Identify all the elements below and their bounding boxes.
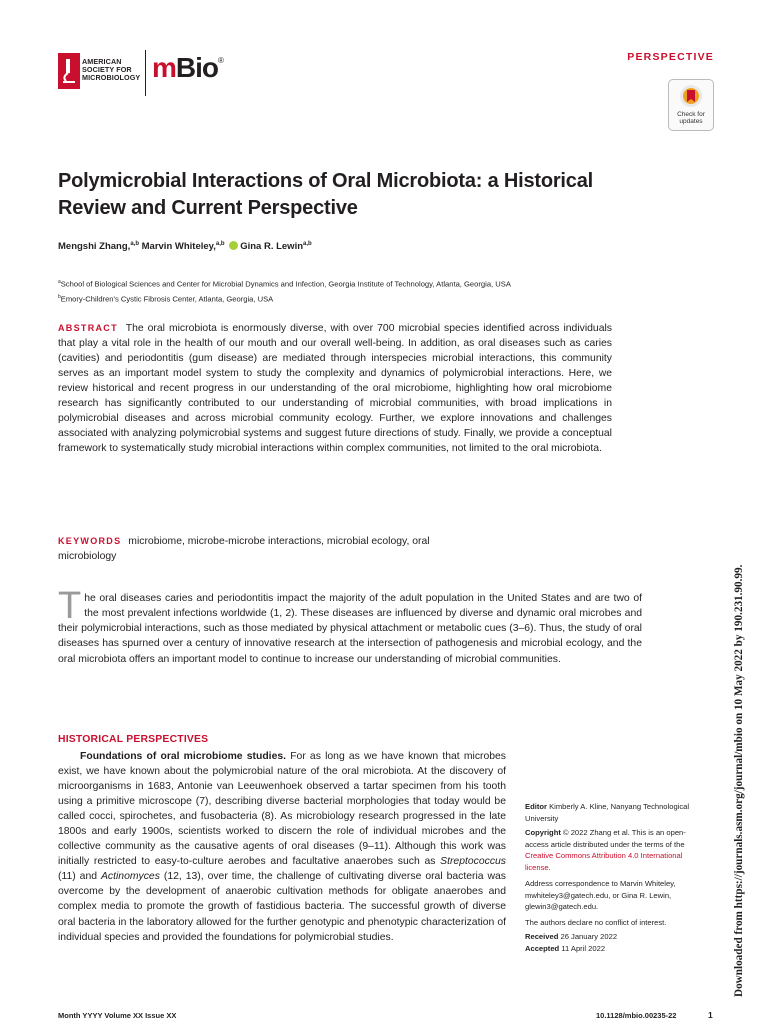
paragraph-lead: Foundations of oral microbiome studies. [80,751,287,762]
microscope-icon [58,53,80,89]
abstract [58,321,612,456]
doi-link[interactable]: 10.1128/mbio.00235-22 [596,1011,677,1020]
license-link[interactable]: Creative Commons Attribution 4.0 International license [525,851,683,872]
introduction-paragraph [58,585,642,667]
accepted-date: Accepted 11 April 2022 [525,944,606,953]
genus-name: Actinomyces [100,871,160,883]
society-name: AMERICAN SOCIETY FOR MICROBIOLOGY [82,57,141,83]
affiliation-a: $^a$School of Biological Sciences and Center for Microbial Dynamics and Infection, Georgia Institute of Technology, Atlanta, Georgia, USA [58,279,511,289]
section-heading: HISTORICAL PERSPECTIVES [58,734,209,745]
conflict-statement: The authors declare no conflict of interest. [525,918,667,927]
journal-logo: mBio® [152,52,223,83]
keywords [58,534,478,564]
drop-cap: T [58,585,82,627]
editor-info: Editor Kimberly A. Kline, Nanyang Technological University [525,802,690,823]
author-list [58,241,312,252]
page-number: 1 [708,1010,713,1020]
asm-logo [58,53,80,94]
check-for-updates-button[interactable] [668,79,714,131]
author-affiliation-marker: a,b [215,241,225,247]
section-paragraph [58,749,506,945]
logo-divider [145,50,146,96]
keywords-label: KEYWORDS [58,536,122,546]
abstract-text: The oral microbiota is enormously diverse, with over 700 microbial species identified across individuals that play a vital role in the health of our mouth and our overall well-being. In addition, as oral diseases such as caries (cavities) and periodontitis (gum disease) are mediated through interspecies microbial interactions, this community serves as an important model system to study the complexity and dynamics of polymicrobial interactions. Here, we review historical and recent progress in our understanding of the oral microbiome, highlighting how oral microbiome research has significantly contributed to our understanding of microbial communities, with broad implications in polymicrobial diseases and across microbial community ecology. Further, we explore innovations and challenges associated with analyzing polymicrobial systems and suggest future directions of study. Finally, we provide a conceptual framework to systematically study microbial interactions within complex communities, not limited to the oral microbiota. [58,323,612,455]
paragraph-text: (11) and [58,871,98,883]
article-title: Polymicrobial Interactions of Oral Microbiota: a Historical Review and Current Perspective [58,170,593,219]
copyright-info: Copyright © 2022 Zhang et al. This is an open-access article distributed under the terms of the Creative Commons Attribution 4.0 International license. [525,828,686,872]
bookmark-icon [669,82,713,112]
paragraph-text: For as long as we have known that microbes exist, we have known about the polymicrobial nature of the oral microbiota. At the discovery of microorganisms in 1683, Antonie van Leeuwenhoek observed a tartar specimen from his tooth using a primitive microscope (7), describing diverse bacterial morphologies that today would be called cocci, spirochetes, and fusobacteria (8). As microbiology research progressed in the late 1800s and early 1900s, scientists worked to discern the role of individual microbes and the collective community as the causative agents of oral diseases (9–11). Although this work was initially restricted to easy-to-culture aerobes and facultative anaerobes such as [58,751,507,868]
affiliation-b: $^b$Emory-Children's Cystic Fibrosis Center, Atlanta, Georgia, USA [58,294,274,304]
paragraph-text: (12, 13), over time, the challenge of cultivating diverse oral bacteria was overcome by the development of anaerobic cultivation methods for obligate anaerobes and complex media to promote the growth of fastidious bacteria. The successful growth of diverse oral bacteria in the laboratory allowed for the further genotypic and phenotypic characterization of individual species and provided the foundations for polymicrobial studies. [58,871,507,943]
author-affiliation-marker: a,b [130,241,139,247]
abstract-label: ABSTRACT [58,323,118,333]
correspondence-info: Address correspondence to Marvin Whiteley, mwhiteley3@gatech.edu, or Gina R. Lewin, glewin3@gatech.edu. [525,879,676,911]
orcid-icon[interactable] [229,241,238,250]
issue-info: Month YYYY Volume XX Issue XX [58,1011,177,1020]
check-for-updates-label: Check for updates [677,111,705,125]
received-date: Received 26 January 2022 [525,932,618,941]
download-watermark: Downloaded from https://journals.asm.org/journal/mbio on 10 May 2022 by 190.231.90.99. [733,564,745,997]
introduction-text: he oral diseases caries and periodontitis impact the majority of the adult population in the United States and are two of the most prevalent infections worldwide (1, 2). These diseases are influenced by diverse and dynamic oral microbes and their polymicrobial interactions, such as those mediated by physical attachment or metabolic cues (3–6). Thus, the study of oral diseases has spurned over a century of innovative research at the intersection of pathogenesis and microbial ecology, and the oral microbiota offers an important model to continue to increase our understanding of microbial communities. [58,593,642,665]
author-affiliation-marker: a,b [303,241,312,247]
article-type: PERSPECTIVE [627,51,714,63]
author-name[interactable]: Gina R. Lewin [240,241,304,253]
author-name[interactable]: Mengshi Zhang, [58,241,131,253]
genus-name: Streptococcus [440,856,506,868]
author-name[interactable]: Marvin Whiteley, [141,241,216,253]
keywords-text: microbiome, microbe-microbe interactions, microbial ecology, oral microbiology [58,536,430,562]
